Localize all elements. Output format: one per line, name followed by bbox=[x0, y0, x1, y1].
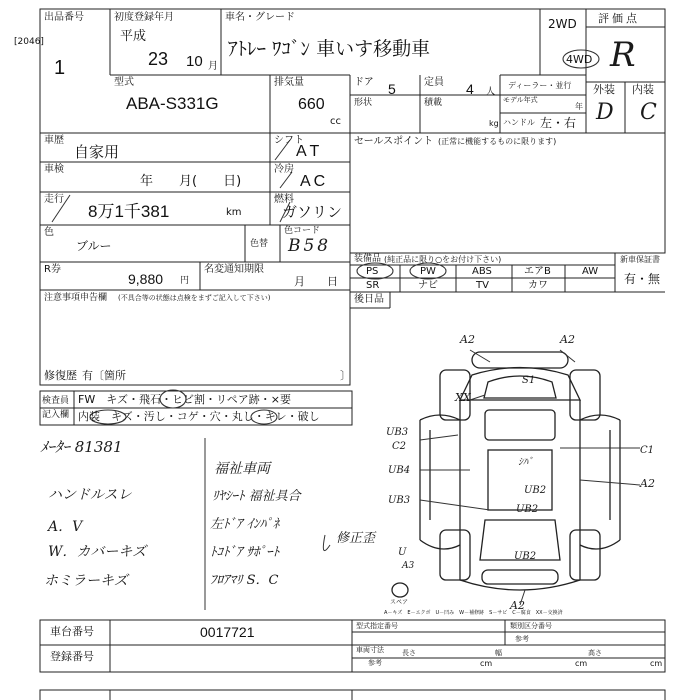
sales-point-title: セールスポイント bbox=[354, 136, 434, 147]
chassis-value: 0017721 bbox=[200, 624, 255, 640]
note-rear-seat: ﾘﾔｼｰﾄ 福祉具合 bbox=[212, 489, 301, 504]
color-no-label: 色替 bbox=[250, 239, 269, 249]
drive-4wd: 4WD bbox=[566, 53, 593, 66]
note-support: ﾄｺﾄﾞｱ ｻﾎﾟｰﾄ bbox=[210, 545, 280, 560]
repair-value: 有〔箇所 bbox=[82, 369, 126, 382]
mileage-label: 走行 bbox=[44, 194, 64, 205]
shape-label: 形状 bbox=[354, 98, 373, 108]
height-label: 高さ bbox=[588, 649, 602, 657]
cm-2: cm bbox=[575, 659, 588, 668]
inspector-label: 検査員記入欄 bbox=[42, 396, 70, 420]
lot-ref: [2046] bbox=[14, 37, 44, 47]
tax-label: 名変通知期限 bbox=[204, 264, 264, 275]
chassis-label: 車台番号 bbox=[50, 625, 94, 638]
exterior-label: 外装 bbox=[593, 83, 615, 96]
mark-ub3-top: UB3 bbox=[386, 427, 409, 438]
mileage-value: 8万1千381 bbox=[88, 202, 170, 221]
equip-sr: SR bbox=[366, 280, 380, 291]
color-code-label: 色コード bbox=[284, 226, 321, 236]
reg-year: 23 bbox=[148, 49, 169, 69]
length-label: 長さ bbox=[402, 649, 416, 657]
disp-label: 排気量 bbox=[274, 77, 304, 88]
ac-value: AC bbox=[300, 173, 329, 190]
mark-u: U bbox=[398, 547, 407, 558]
notes-sub: (不具合等の状態は点検をまずご記入して下さい) bbox=[118, 294, 271, 302]
fuel-label: 燃料 bbox=[274, 194, 294, 205]
lot-label: 出品番号 bbox=[44, 12, 84, 23]
class-number-label: 類別区分番号 bbox=[510, 622, 552, 630]
ref-label-1: 参考 bbox=[368, 659, 382, 667]
repair-label: 修復歴 bbox=[44, 369, 77, 382]
cm-3: cm bbox=[650, 659, 663, 668]
note-left-door: 左ﾄﾞｱ ｲﾝﾊﾟﾈ bbox=[210, 517, 280, 532]
dealer-label: ディーラー・並行 bbox=[508, 81, 572, 90]
width-label: 幅 bbox=[495, 649, 502, 657]
inspector-row1: FW キズ・飛石・ヒビ割・リペア跡・×要 bbox=[78, 393, 291, 406]
notes-label: 注意事項申告欄 bbox=[44, 293, 108, 303]
reg-date-label: 初度登録年月 bbox=[114, 12, 174, 23]
era-label: 平成 bbox=[120, 29, 147, 44]
sales-point-sub: (正常に機能するものに限ります) bbox=[438, 137, 557, 146]
model-label: 車名・グレード bbox=[225, 12, 295, 23]
mark-c1: C1 bbox=[640, 445, 655, 456]
door-label: ドア bbox=[354, 77, 374, 88]
equipment-sub: (純正品に限り○をお付け下さい) bbox=[384, 255, 502, 264]
handle-value: 左・右 bbox=[540, 116, 577, 130]
mark-front-left: A2 bbox=[460, 333, 475, 346]
capacity-value: 4 bbox=[466, 81, 474, 97]
grade-label: 評価点 bbox=[598, 12, 640, 25]
mileage-unit: km bbox=[226, 207, 242, 218]
mark-ub2-rear: UB2 bbox=[514, 551, 537, 562]
year-unit: 年 bbox=[575, 102, 583, 111]
equip-ps: PS bbox=[366, 266, 379, 277]
mark-right-a2: A2 bbox=[640, 477, 655, 490]
note-mirror: ホミラーキズ bbox=[44, 573, 128, 589]
inspector-row2: 内装 キズ・汚し・コゲ・穴・丸し・キレ・破し bbox=[78, 410, 320, 423]
warranty-label: 新車保証書 bbox=[620, 255, 660, 264]
equip-leather: カワ bbox=[528, 280, 548, 291]
shift-label: シフト bbox=[274, 135, 304, 146]
drive-2wd: 2WD bbox=[548, 17, 577, 31]
spare-label: スペア bbox=[390, 599, 409, 606]
kg-unit: kg bbox=[489, 119, 499, 128]
mark-c2: C2 bbox=[392, 441, 407, 452]
note-wcover: W．カバーキズ bbox=[48, 544, 147, 560]
equip-navi: ナビ bbox=[418, 280, 438, 291]
capacity-label: 定員 bbox=[424, 77, 444, 88]
color-value: ブルー bbox=[76, 239, 112, 253]
mark-ub2-upper: UB2 bbox=[524, 485, 547, 496]
note-floor: ﾌﾛｱﾏﾘ S．C bbox=[210, 573, 279, 588]
mark-ub2-mid: UB2 bbox=[516, 504, 539, 515]
equip-airbag: エアB bbox=[524, 266, 551, 277]
color-code-value: B58 bbox=[288, 236, 332, 256]
mark-a3: A3 bbox=[402, 561, 415, 571]
equip-abs: ABS bbox=[472, 266, 492, 277]
mark-xx: XX bbox=[455, 391, 471, 404]
grade-value: R bbox=[610, 35, 636, 75]
capacity-unit: 人 bbox=[486, 87, 496, 97]
equip-pw: PW bbox=[420, 266, 436, 277]
inspect-value: 年 月( 日) bbox=[140, 174, 242, 189]
type-designation-label: 型式指定番号 bbox=[356, 622, 398, 630]
note-meter: ﾒｰﾀｰ 81381 bbox=[40, 438, 123, 456]
exterior-grade: D bbox=[596, 100, 614, 125]
equipment-title: 装備品 bbox=[354, 254, 382, 264]
note-welfare: 福祉車両 bbox=[214, 461, 270, 477]
disp-unit: cc bbox=[330, 116, 341, 127]
month-unit: 月 bbox=[208, 61, 218, 72]
recycle-value: 9,880 bbox=[128, 271, 164, 287]
recycle-unit: 円 bbox=[180, 276, 190, 286]
type-value: ABA-S331G bbox=[126, 94, 219, 113]
usage-value: 自家用 bbox=[74, 143, 120, 161]
note-handle: ハンドルスレ bbox=[48, 487, 132, 503]
registration-label: 登録番号 bbox=[50, 650, 94, 663]
note-extra: 修正歪 bbox=[336, 531, 376, 546]
lot-number: 1 bbox=[54, 57, 66, 79]
load-label: 積載 bbox=[424, 98, 443, 108]
dimension-label: 車両寸法 bbox=[356, 646, 384, 654]
disp-value: 660 bbox=[298, 96, 325, 113]
car-diagram-outline bbox=[392, 352, 620, 597]
inspect-label: 車検 bbox=[44, 164, 64, 175]
reg-month: 10 bbox=[186, 53, 203, 70]
ref-label-2: 参考 bbox=[515, 635, 529, 643]
color-label: 色 bbox=[44, 227, 54, 238]
warranty-value: 有・無 bbox=[624, 272, 661, 286]
recycle-label: R券 bbox=[44, 264, 61, 275]
usage-label: 車歴 bbox=[44, 135, 64, 146]
repair-close: 〕 bbox=[340, 369, 351, 382]
type-label: 型式 bbox=[114, 77, 134, 88]
fuel-value: ガソリン bbox=[282, 203, 343, 221]
equip-aw: AW bbox=[582, 266, 599, 277]
mark-s1: S1 bbox=[522, 375, 536, 386]
tax-value: 月 日 bbox=[294, 275, 338, 288]
after-items-label: 後日品 bbox=[354, 294, 384, 305]
handle-label: ハンドル bbox=[503, 118, 535, 127]
note-av: A．V bbox=[48, 519, 83, 535]
model-year-label: モデル年式 bbox=[503, 96, 538, 104]
ac-label: 冷房 bbox=[274, 164, 294, 175]
mark-ub3-bottom: UB3 bbox=[388, 495, 411, 506]
cm-1: cm bbox=[480, 659, 493, 668]
shift-value: AT bbox=[296, 143, 324, 160]
car-name: ｱﾄﾚｰ ﾜｺﾞﾝ 車いす移動車 bbox=[228, 38, 431, 60]
equip-tv: TV bbox=[476, 280, 489, 291]
interior-grade: C bbox=[640, 100, 657, 125]
mark-center: ｼﾊﾞ bbox=[518, 457, 533, 468]
mark-front-right: A2 bbox=[560, 333, 575, 346]
interior-label: 内装 bbox=[632, 83, 654, 96]
door-value: 5 bbox=[388, 81, 396, 97]
mark-rear-a2: A2 bbox=[510, 599, 525, 612]
mark-ub4: UB4 bbox=[388, 465, 411, 476]
legend-line1: A－キズ E－エクボ U－凹み W－補修跡 S－サビ C－腐食 XX－交換済 bbox=[384, 610, 563, 616]
